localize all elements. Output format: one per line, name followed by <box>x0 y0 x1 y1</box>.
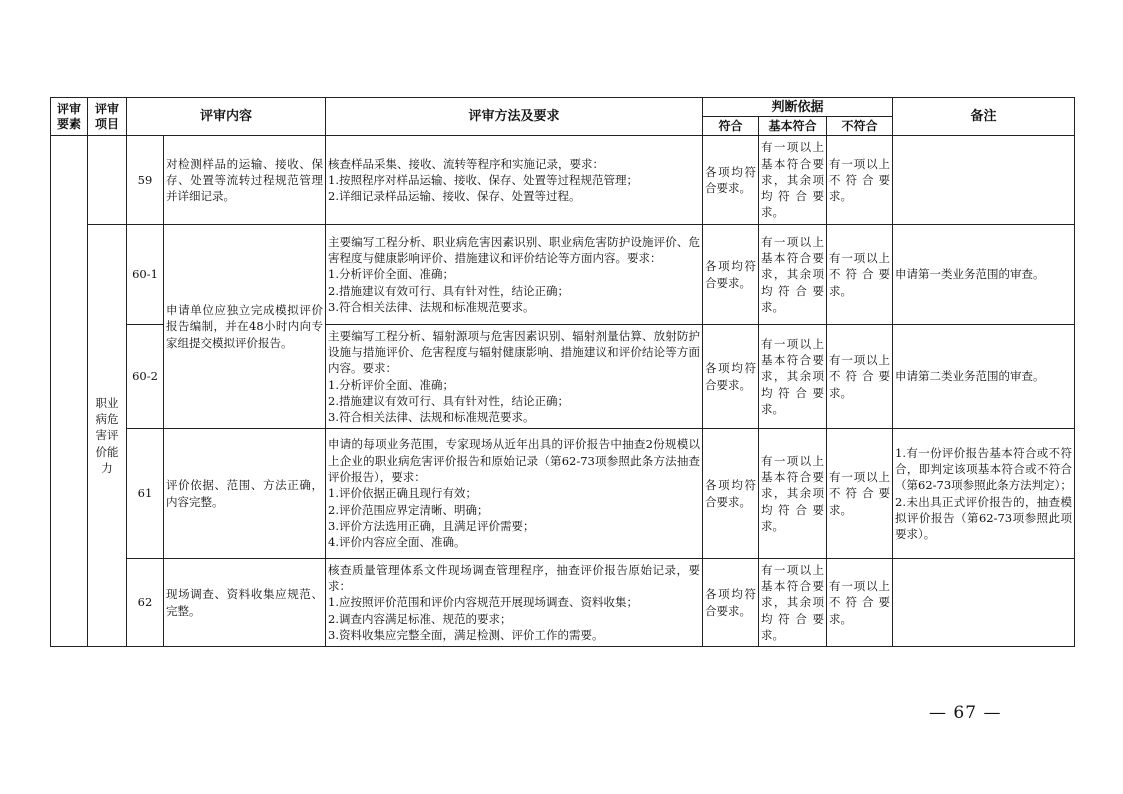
row-remark: 申请第一类业务范围的审查。 <box>893 225 1075 325</box>
row-conform: 各项均符合要求。 <box>703 136 759 225</box>
group-label: 职业病危害评价能力 <box>88 225 127 647</box>
row-conform: 各项均符合要求。 <box>703 225 759 325</box>
row-method: 主要编写工程分析、辐射源项与危害因素识别、辐射剂量估算、放射防护设施与措施评价、危害程度与辐射健康影响、措施建议和评价结论等方面内容。要求： 1.分析评价全面、准确； 2.措施建议有效可行、具有针对性，结论正确； 3.符合相关法律、法规和标准规范要求。 <box>326 325 703 429</box>
row-remark <box>893 559 1075 647</box>
row-number: 61 <box>127 429 164 559</box>
table-row <box>51 225 1075 325</box>
table-row <box>51 559 1075 647</box>
row-method: 申请的每项业务范围，专家现场从近年出具的评价报告中抽查2份规模以上企业的职业病危害评价报告和原始记录（第62-73项参照此条方法抽查评价报告），要求： 1.评价依据正确且现行有效； 2.评价范围应界定清晰、明确； 3.评价方法选用正确，且满足评价需要； 4.评价内容应全面、准确。 <box>326 429 703 559</box>
row-basic: 有一项以上基本符合要求，其余项均符合要求。 <box>759 136 827 225</box>
row-remark: 1.有一份评价报告基本符合或不符合，即判定该项基本符合或不符合（第62-73项参照此条方法判定）； 2.未出具正式评价报告的，抽查模拟评价报告（第62-73项参照此项要求）。 <box>893 429 1075 559</box>
header-element: 评审要素 <box>51 98 88 136</box>
row-remark <box>893 136 1075 225</box>
row-number: 59 <box>127 136 164 225</box>
row-content: 现场调查、资料收集应规范、完整。 <box>164 559 326 647</box>
page-number: — 67 — <box>929 703 1002 723</box>
item-cell-empty <box>88 136 127 225</box>
row-number: 60-2 <box>127 325 164 429</box>
row-nonconform: 有一项以上不符合要求。 <box>827 136 893 225</box>
row-method: 核查样品采集、接收、流转等程序和实施记录，要求： 1.按照程序对样品运输、接收、保存、处置等过程规范管理； 2.详细记录样品运输、接收、保存、处置等过程。 <box>326 136 703 225</box>
row-basic: 有一项以上基本符合要求，其余项均符合要求。 <box>759 325 827 429</box>
header-nonconform: 不符合 <box>827 117 893 136</box>
row-content: 申请单位应独立完成模拟评价报告编制，并在48小时内向专家组提交模拟评价报告。 <box>164 225 326 429</box>
row-basic: 有一项以上基本符合要求，其余项均符合要求。 <box>759 225 827 325</box>
row-nonconform: 有一项以上不符合要求。 <box>827 225 893 325</box>
row-conform: 各项均符合要求。 <box>703 325 759 429</box>
review-table <box>50 97 1075 647</box>
row-content: 对检测样品的运输、接收、保存、处置等流转过程规范管理并详细记录。 <box>164 136 326 225</box>
row-method: 主要编写工程分析、职业病危害因素识别、职业病危害防护设施评价、危害程度与健康影响评价、措施建议和评价结论等方面内容。要求： 1.分析评价全面、准确； 2.措施建议有效可行、具有针对性，结论正确； 3.符合相关法律、法规和标准规范要求。 <box>326 225 703 325</box>
table-row <box>51 429 1075 559</box>
header-item: 评审项目 <box>88 98 127 136</box>
row-nonconform: 有一项以上不符合要求。 <box>827 429 893 559</box>
header-remark: 备注 <box>893 98 1075 136</box>
header-basic: 基本符合 <box>759 117 827 136</box>
header-conform: 符合 <box>703 117 759 136</box>
header-method: 评审方法及要求 <box>326 98 703 136</box>
row-basic: 有一项以上基本符合要求，其余项均符合要求。 <box>759 559 827 647</box>
row-number: 60-1 <box>127 225 164 325</box>
row-basic: 有一项以上基本符合要求，其余项均符合要求。 <box>759 429 827 559</box>
row-conform: 各项均符合要求。 <box>703 429 759 559</box>
row-conform: 各项均符合要求。 <box>703 559 759 647</box>
header-content: 评审内容 <box>127 98 326 136</box>
row-nonconform: 有一项以上不符合要求。 <box>827 559 893 647</box>
element-cell-empty <box>51 136 88 647</box>
row-method: 核查质量管理体系文件现场调查管理程序，抽查评价报告原始记录，要求： 1.应按照评价范围和评价内容规范开展现场调查、资料收集； 2.调查内容满足标准、规范的要求； 3.资料收集应完整全面，满足检测、评价工作的需要。 <box>326 559 703 647</box>
row-number: 62 <box>127 559 164 647</box>
table-row <box>51 136 1075 225</box>
header-basis: 判断依据 <box>703 98 893 117</box>
row-content: 评价依据、范围、方法正确，内容完整。 <box>164 429 326 559</box>
row-nonconform: 有一项以上不符合要求。 <box>827 325 893 429</box>
row-remark: 申请第二类业务范围的审查。 <box>893 325 1075 429</box>
